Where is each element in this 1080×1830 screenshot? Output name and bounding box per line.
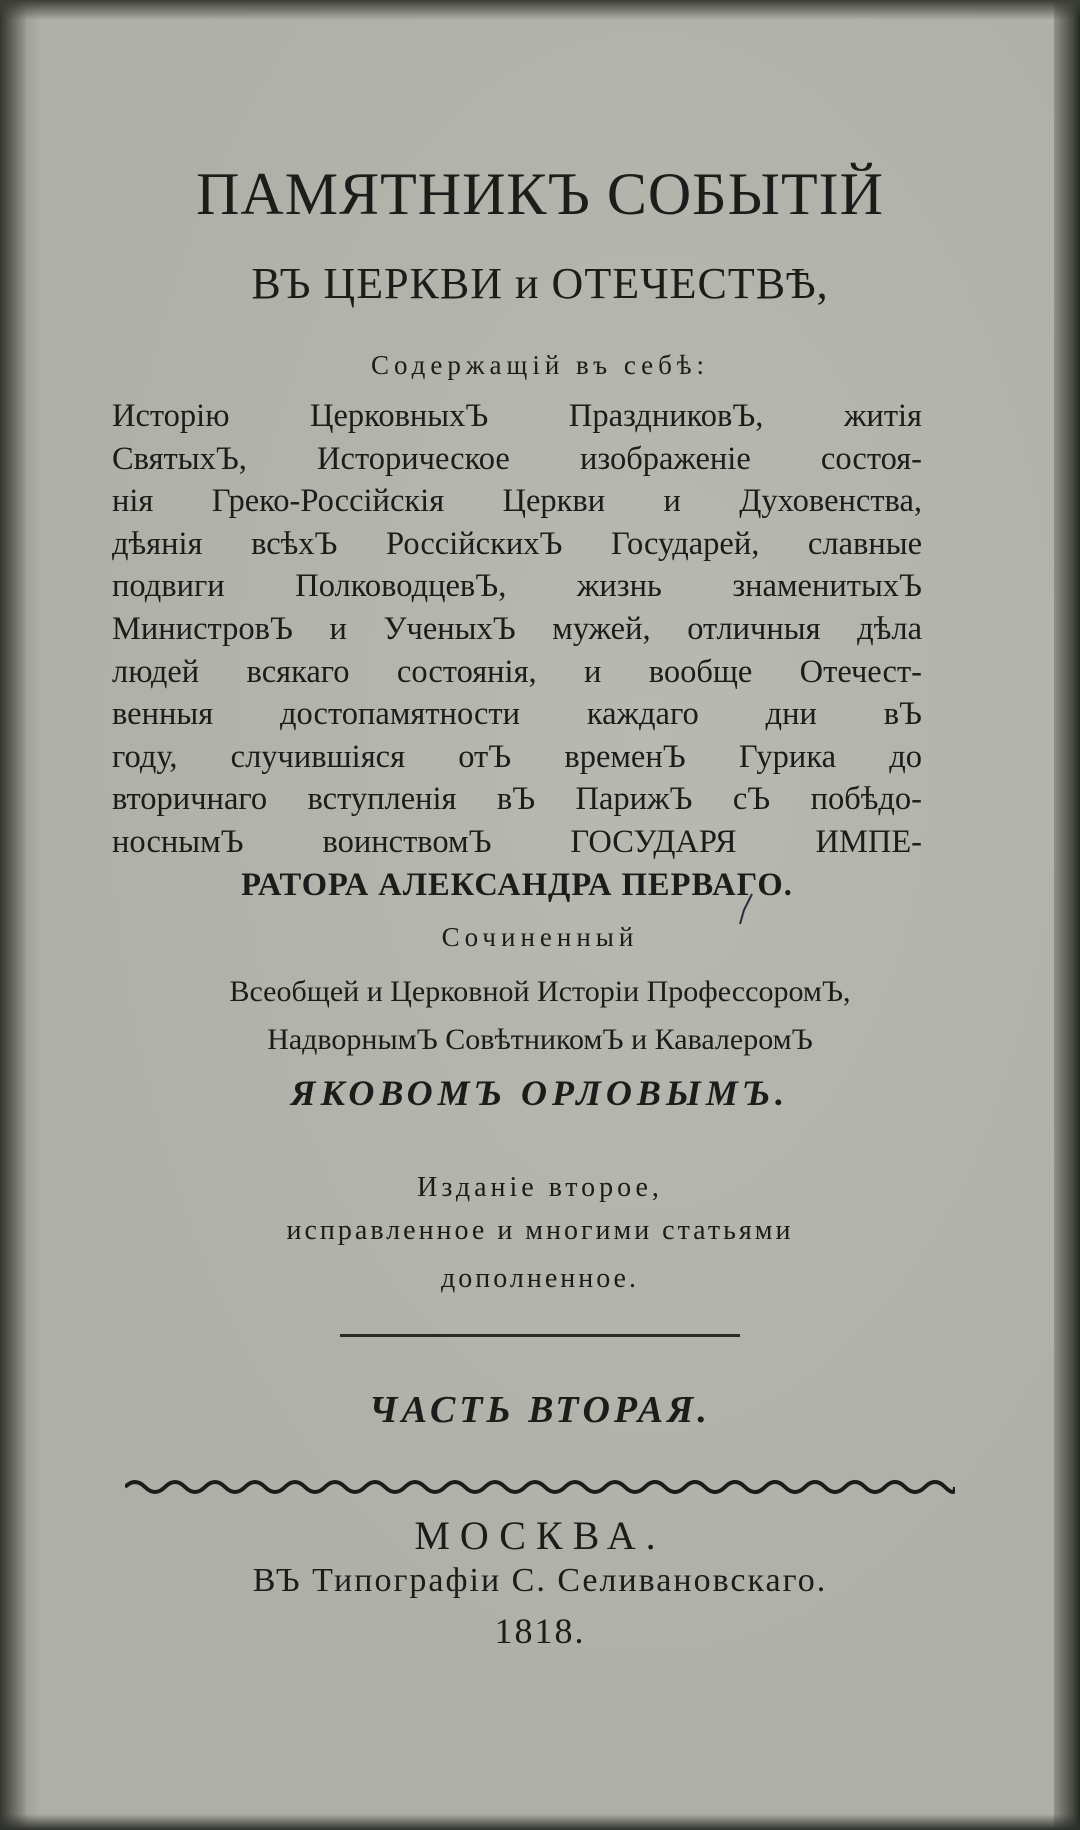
separator-rule	[340, 1334, 740, 1337]
author-rank-line: НадворнымЪ СовѣтникомЪ и КавалеромЪ	[267, 1023, 813, 1056]
author-name: ЯКОВОМЪ ОРЛОВЫМЪ.	[290, 1073, 790, 1113]
description-line: нія Греко-Россійскія Церкви и Духовенства,	[112, 483, 922, 520]
description-line: вторичнаго вступленія вЪ ПарижЪ сЪ побѣдо-	[112, 781, 922, 818]
description-line: людей всякаго состоянія, и вообще Отечест-	[112, 653, 922, 690]
description-line: Исторію ЦерковныхЪ ПраздниковЪ, житія	[112, 398, 922, 434]
edition-line: дополненное.	[441, 1263, 639, 1294]
composed-by-label: Сочиненный	[441, 922, 639, 952]
page-bottom-edge	[0, 1814, 1080, 1830]
printer-line: ВЪ Типографіи С. Селивановскаго.	[252, 1562, 828, 1599]
wavy-divider	[125, 1475, 955, 1499]
author-title-line: Всеобщей и Церковной Исторіи ПрофессоромЪ,	[229, 975, 851, 1008]
description-paragraph	[112, 395, 922, 906]
page-subtitle: ВЪ ЦЕРКВИ и ОТЕЧЕСТВѢ,	[251, 259, 829, 308]
description-line: году, случившіяся отЪ временЪ Гурика до	[112, 738, 922, 775]
publication-year: 1818.	[494, 1611, 586, 1651]
description-line: носнымЪ воинствомЪ ГОСУДАРЯ ИМПЕ-	[112, 823, 922, 860]
description-line: подвиги ПолководцевЪ, жизнь знаменитыхЪ	[112, 568, 922, 605]
part-label: ЧАСТЬ ВТОРАЯ.	[369, 1389, 711, 1431]
description-line: венныя достопамятности каждаго дни вЪ	[112, 696, 922, 733]
page-top-edge	[0, 0, 1080, 20]
contains-heading: Содержащій въ себѣ:	[370, 350, 710, 380]
publication-city: МОСКВА.	[414, 1513, 666, 1558]
description-line: СвятыхЪ, Историческое изображеніе состоя-	[112, 440, 922, 477]
edition-line: Изданіе второе,	[417, 1172, 663, 1203]
edition-line: исправленное и многими статьями	[286, 1215, 794, 1246]
description-line: РАТОРА АЛЕКСАНДРА ПЕРВАГО.	[241, 866, 793, 903]
description-line: МинистровЪ и УченыхЪ мужей, отличныя дѣла	[112, 610, 922, 647]
page-title: ПАМЯТНИКЪ СОБЫТІЙ	[196, 161, 884, 227]
description-line: дѣянія всѣхЪ РоссійскихЪ Государей, славные	[112, 525, 922, 562]
